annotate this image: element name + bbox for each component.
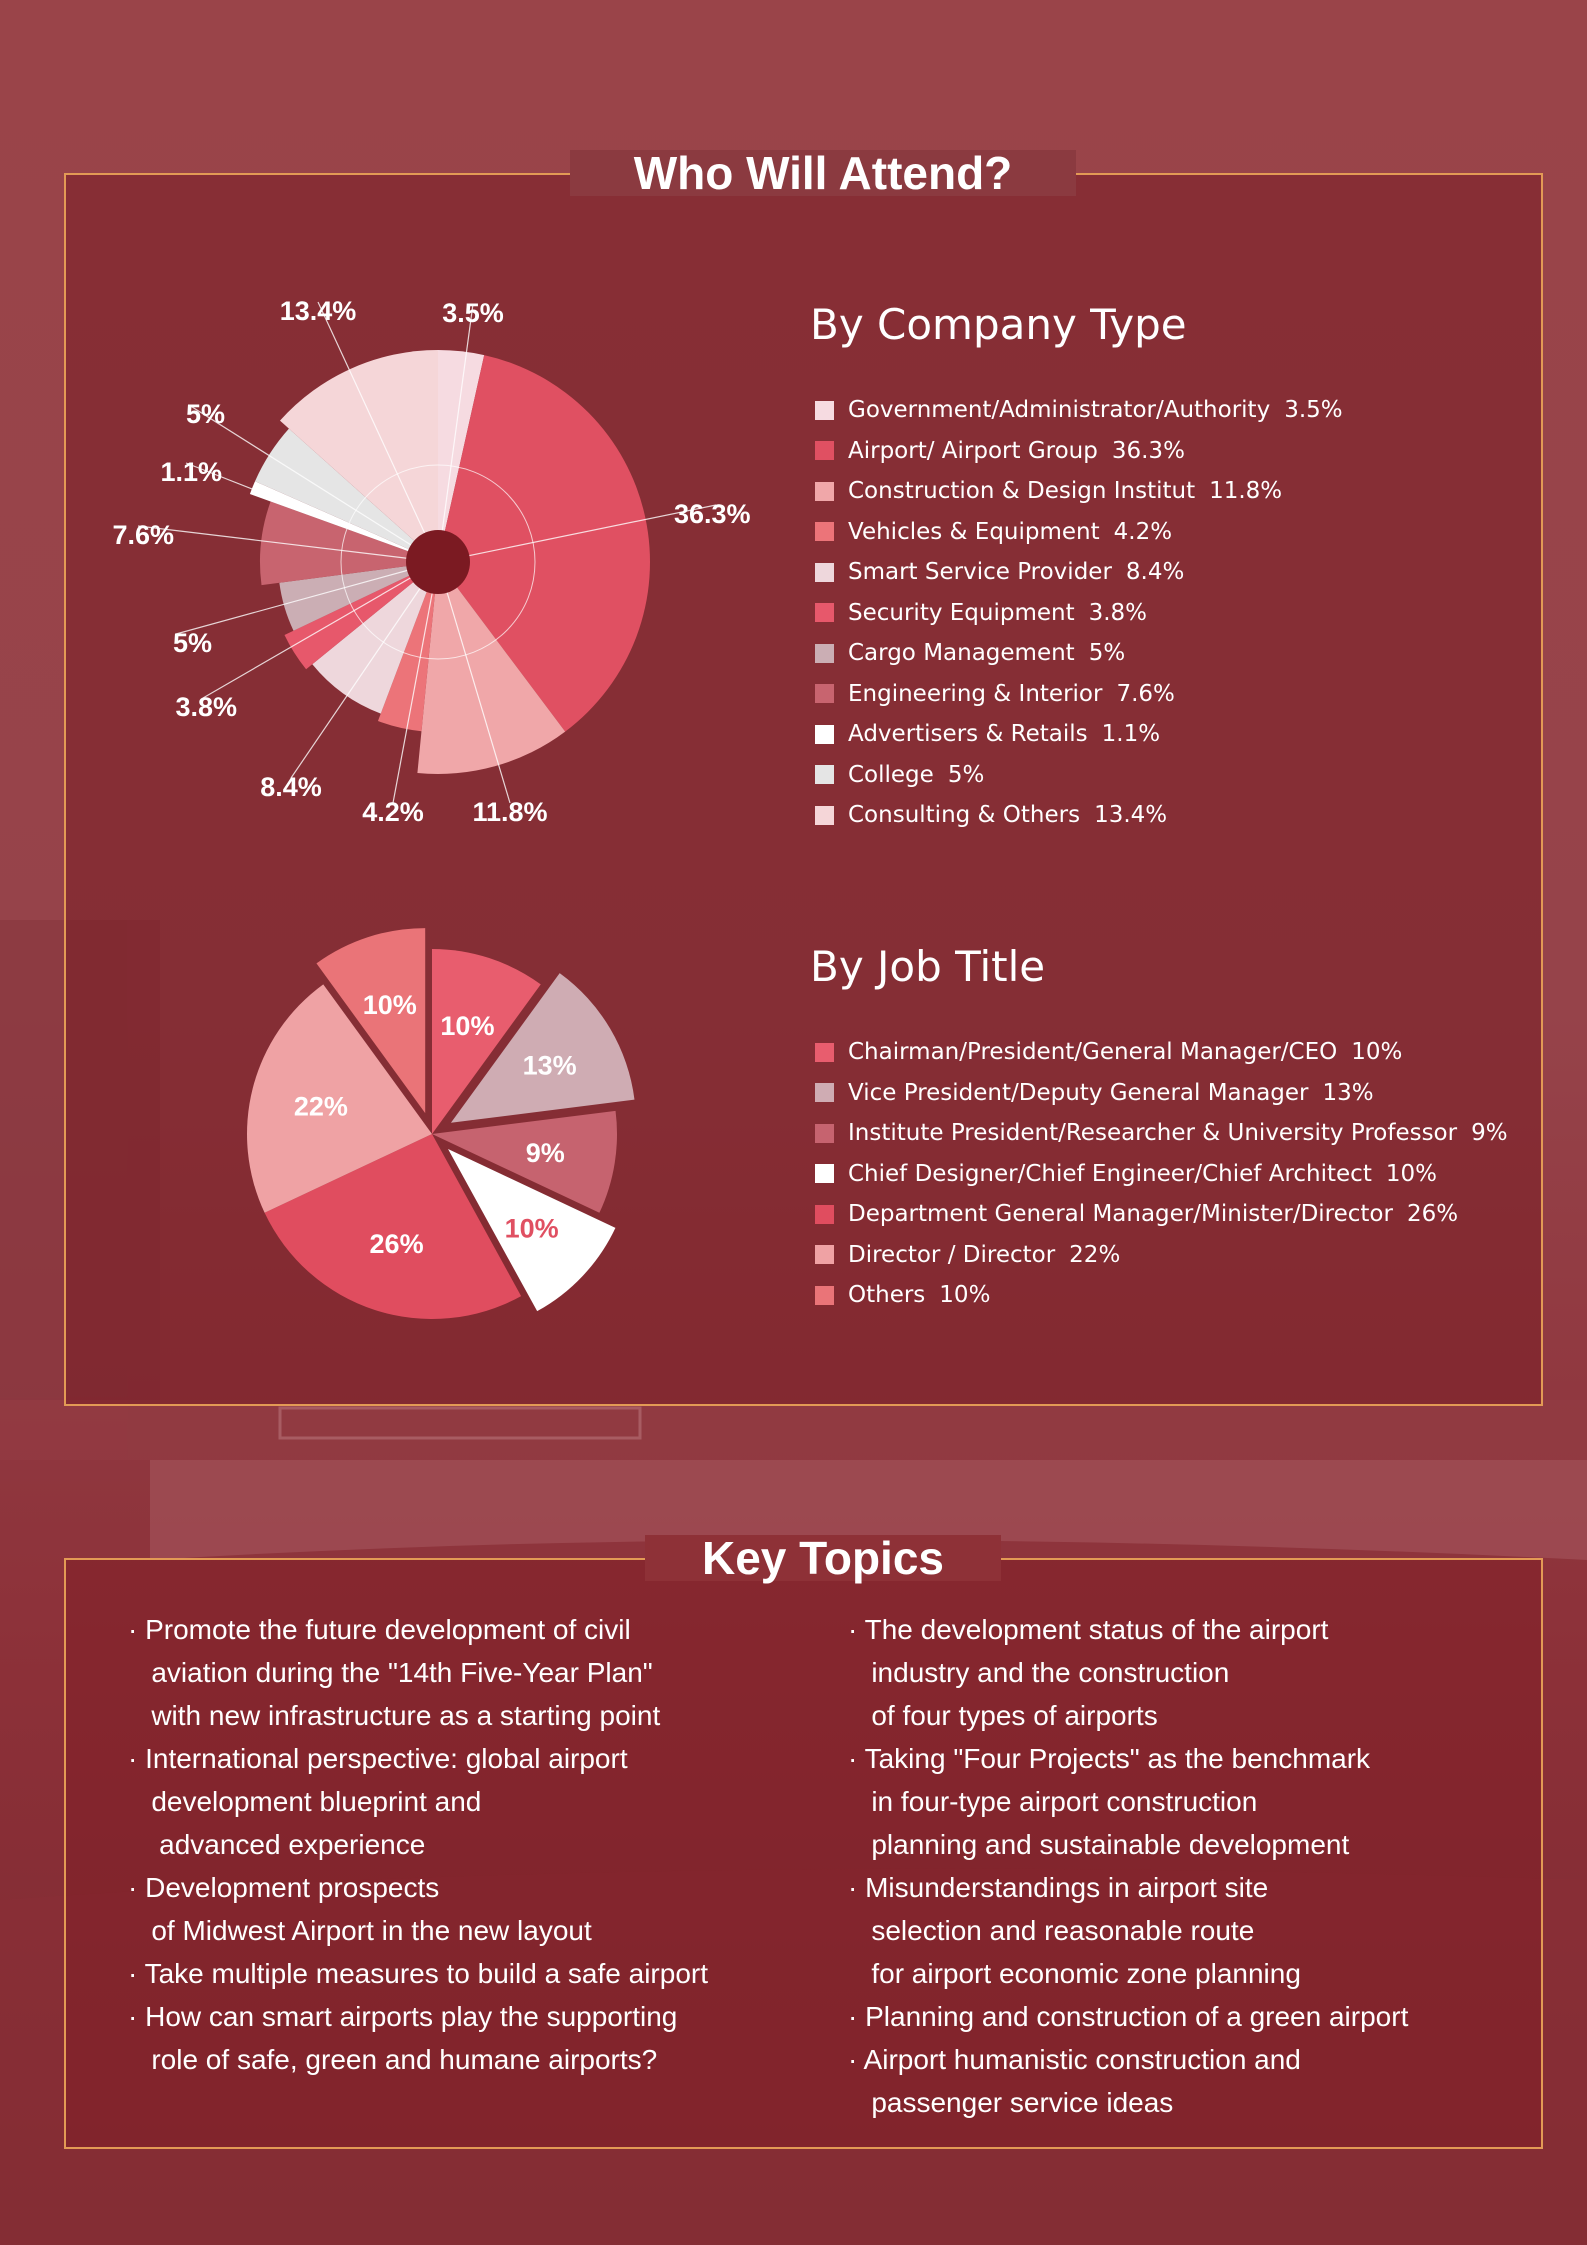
slice-label: 3.5% (442, 298, 504, 328)
legend-label: Institute President/Researcher & University Professor (848, 1120, 1458, 1147)
slice-label: 5% (185, 399, 225, 429)
topics-left-list (128, 1608, 828, 2081)
slice-label: 10% (362, 989, 417, 1020)
legend-value: 10% (939, 1282, 991, 1309)
legend-label: Chairman/President/General Manager/CEO (848, 1039, 1338, 1066)
who-will-attend-heading: Who Will Attend? (570, 150, 1076, 196)
topic-item: · Airport humanistic construction and passenger service ideas (848, 2044, 1301, 2118)
legend-label: Chief Designer/Chief Engineer/Chief Architect (848, 1160, 1372, 1187)
topic-item: · Take multiple measures to build a safe airport (128, 1958, 708, 1989)
key-topics-heading: Key Topics (645, 1535, 1001, 1581)
legend-value: 7.6% (1116, 680, 1175, 707)
slice-label: 13.4% (279, 296, 357, 326)
legend-value: 8.4% (1125, 559, 1185, 586)
company-type-title: By Company Type (810, 300, 1187, 349)
slice-label: 13% (522, 1050, 577, 1081)
topic-item: · Misunderstandings in airport site selection and reasonable route for airport economic zone planning (848, 1872, 1301, 1989)
pie-center (406, 530, 470, 594)
legend-value: 13% (1322, 1079, 1374, 1106)
legend-label: Airport/ Airport Group (848, 437, 1098, 464)
job-title-pie (247, 928, 634, 1319)
slice-label: 1.1% (160, 457, 222, 487)
slice-label: 7.6% (112, 520, 174, 550)
topic-item: · International perspective: global airport development blueprint and advanced experience (128, 1743, 628, 1860)
slice-label: 5% (172, 628, 212, 658)
legend-value: 3.8% (1088, 599, 1148, 626)
legend-value: 4.2% (1113, 518, 1173, 545)
company-type-pie (112, 296, 750, 827)
legend-label: College (848, 761, 934, 788)
legend-value: 22% (1069, 1241, 1121, 1268)
legend-label: Department General Manager/Minister/Director (848, 1201, 1393, 1228)
legend-label: Engineering & Interior (848, 680, 1103, 707)
job-title-title: By Job Title (810, 942, 1046, 991)
legend-label: Security Equipment (848, 599, 1075, 626)
legend-label: Smart Service Provider (848, 559, 1112, 586)
slice-label: 22% (293, 1091, 348, 1122)
legend-value: 10% (1351, 1039, 1403, 1066)
legend-value: 10% (1385, 1160, 1437, 1187)
topic-item: · The development status of the airport industry and the construction of four types of airports (848, 1614, 1329, 1731)
legend-value: 5% (947, 761, 985, 788)
topic-item: · How can smart airports play the supporting role of safe, green and humane airports? (128, 2001, 678, 2075)
slice-label: 9% (525, 1137, 565, 1168)
slice-label: 4.2% (362, 797, 424, 827)
slice-label: 36.3% (674, 499, 751, 529)
topic-item: · Planning and construction of a green airport (848, 2001, 1409, 2032)
topics-right-list (848, 1608, 1538, 2124)
legend-value: 11.8% (1209, 478, 1283, 505)
legend-value: 5% (1088, 640, 1126, 667)
slice-label: 8.4% (260, 772, 322, 802)
legend-label: Cargo Management (848, 640, 1075, 667)
legend-label: Advertisers & Retails (848, 721, 1088, 748)
slice-label: 26% (369, 1229, 424, 1260)
topic-item: · Promote the future development of civil aviation during the "14th Five-Year Plan" with new infrastructure as a starting point (128, 1614, 661, 1731)
legend-value: 36.3% (1111, 437, 1185, 464)
legend-label: Vice President/Deputy General Manager (848, 1079, 1309, 1106)
slice-label: 11.8% (472, 797, 548, 827)
legend-label: Vehicles & Equipment (848, 518, 1100, 545)
legend-value: 1.1% (1101, 721, 1161, 748)
slice-label: 3.8% (175, 692, 237, 722)
slice-label: 10% (504, 1213, 559, 1244)
topic-item: · Development prospects of Midwest Airport in the new layout (128, 1872, 592, 1946)
legend-value: 9% (1471, 1120, 1508, 1147)
legend-value: 26% (1406, 1201, 1459, 1228)
legend-label: Director / Director (848, 1241, 1056, 1268)
topic-item: · Taking "Four Projects" as the benchmark in four-type airport construction planning and sustainable development (848, 1743, 1371, 1860)
slice-label: 10% (440, 1010, 495, 1041)
legend-label: Construction & Design Institut (848, 478, 1196, 505)
legend-label: Government/Administrator/Authority (848, 397, 1271, 424)
legend-value: 3.5% (1284, 397, 1343, 424)
legend-label: Others (848, 1282, 926, 1309)
legend-label: Consulting & Others (848, 802, 1081, 829)
legend-value: 13.4% (1094, 802, 1168, 829)
